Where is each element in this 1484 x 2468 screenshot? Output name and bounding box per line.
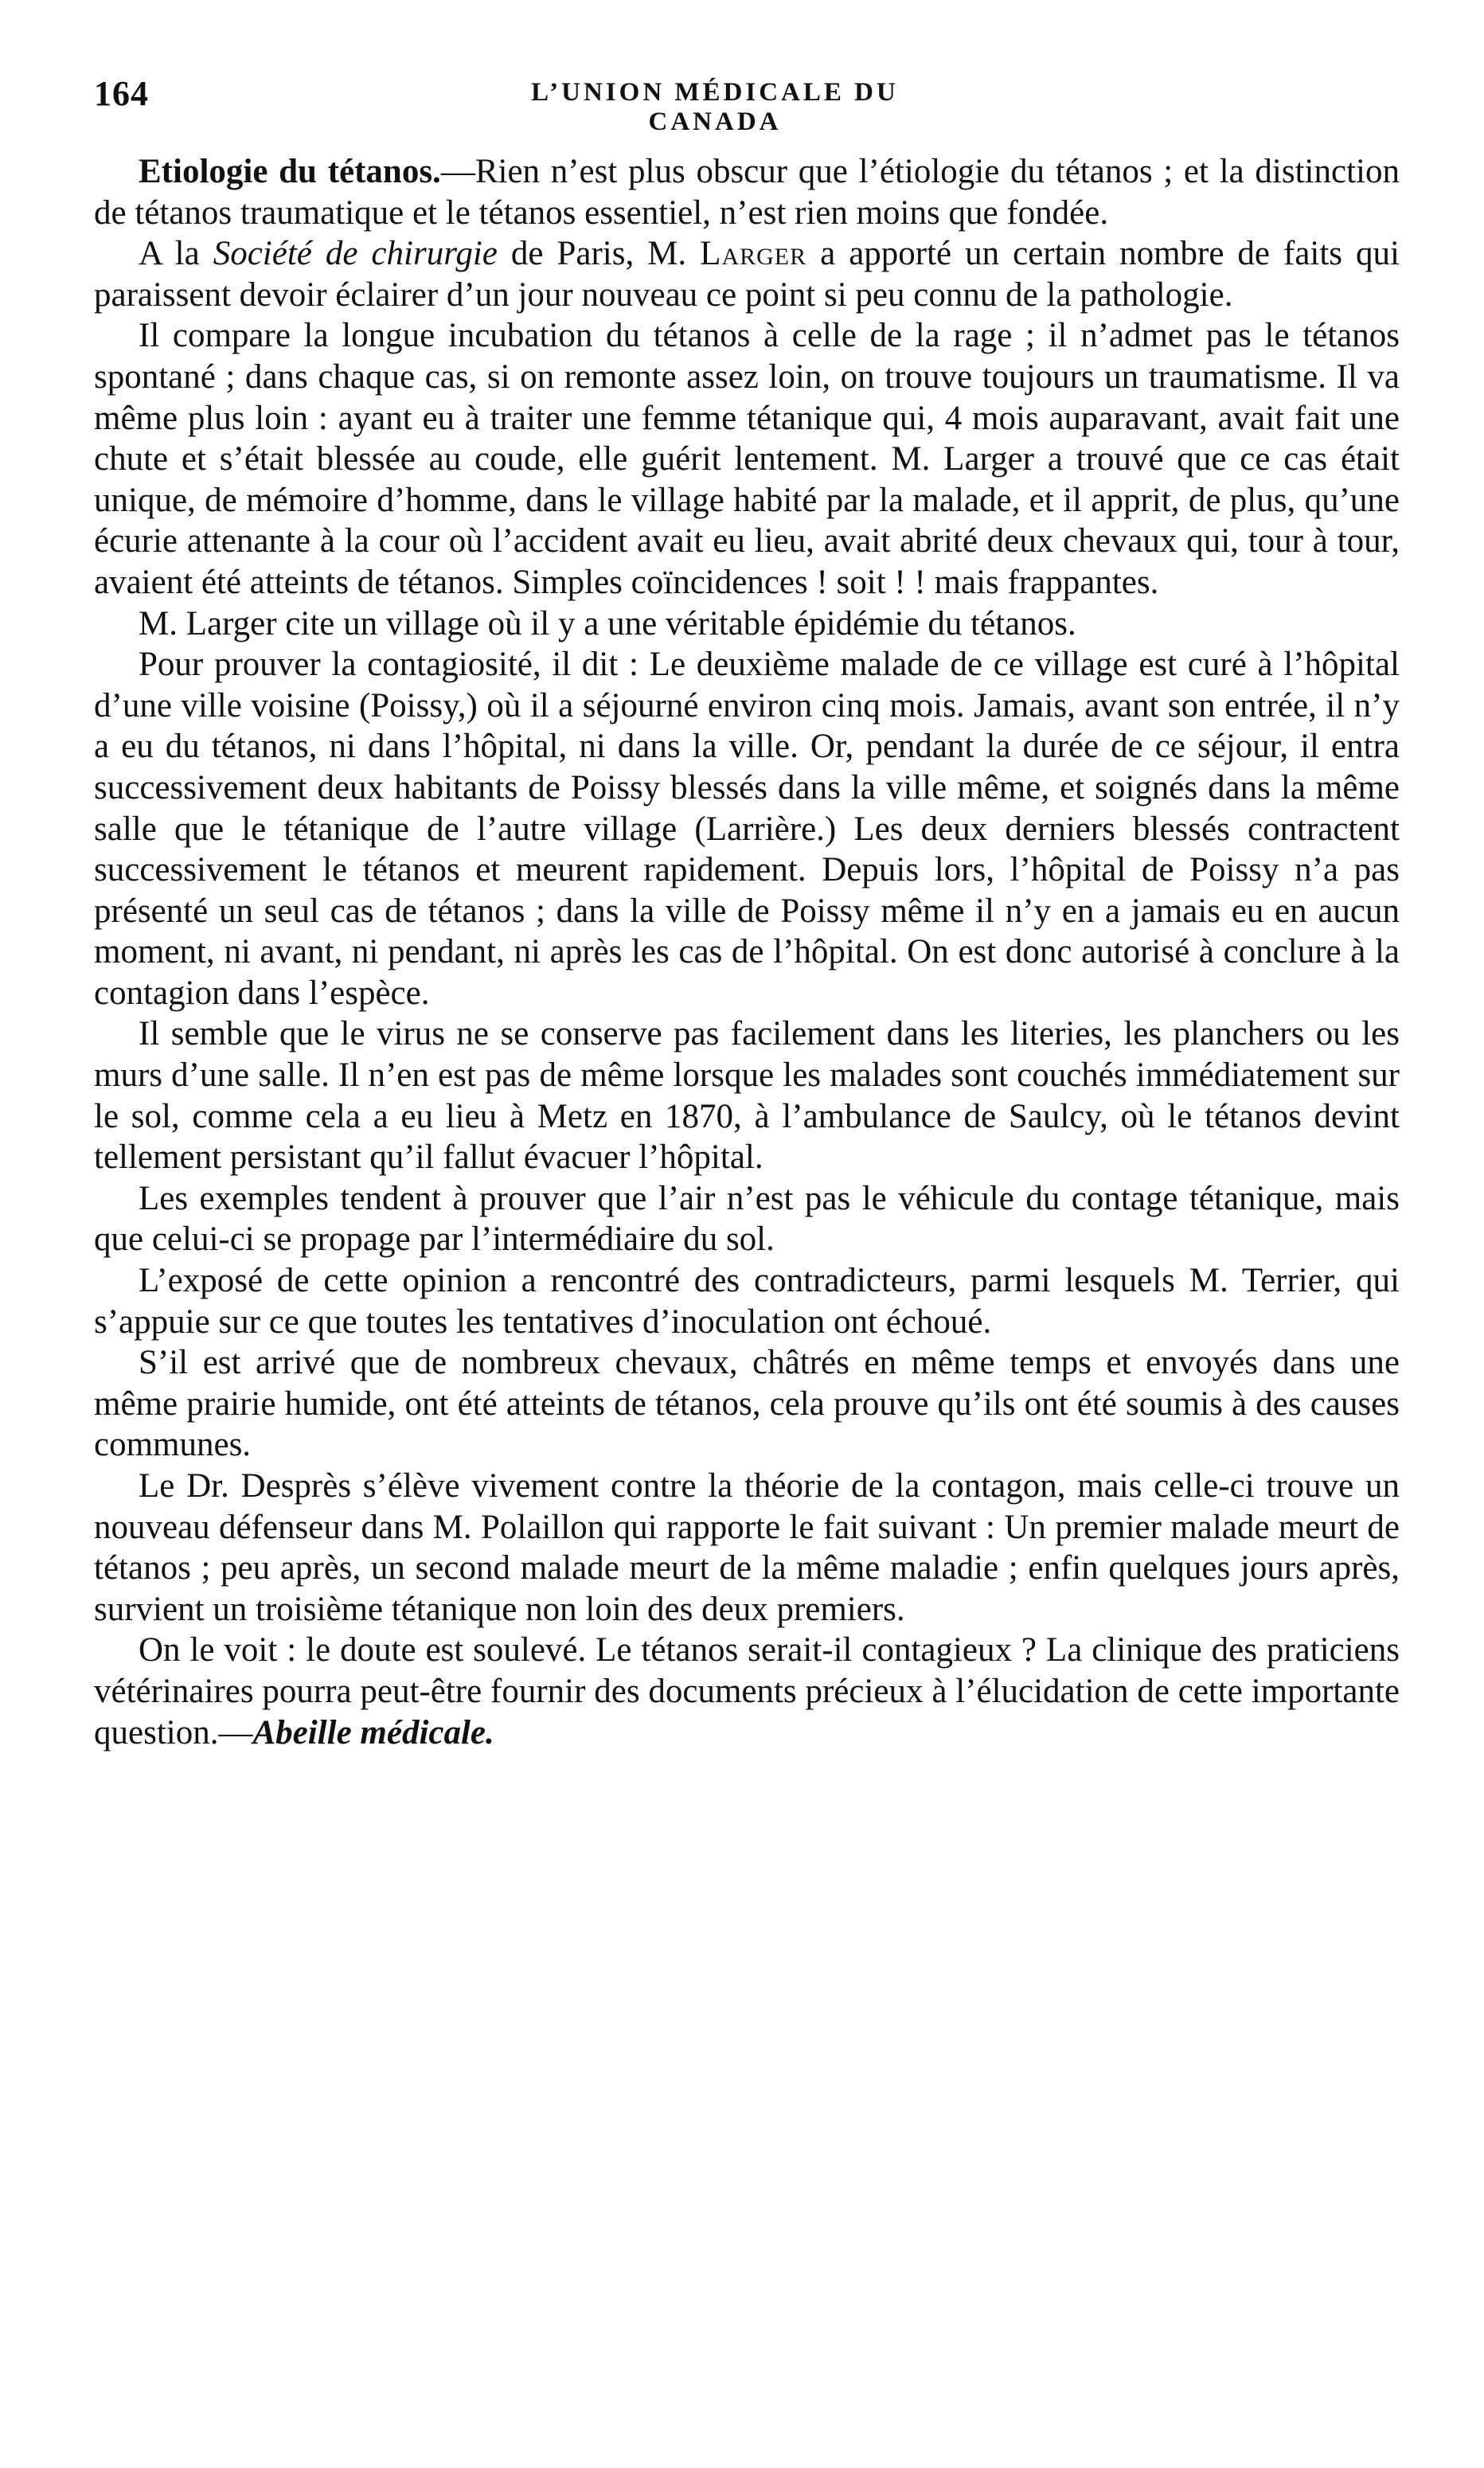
running-title: L’UNION MÉDICALE DU CANADA [531, 78, 899, 136]
paragraph-8: L’exposé de cette opinion a rencontré des contradicteurs, parmi lesquels M. Terrier, qui s’appuie sur ce que toutes les tentatives d’inoculation ont échoué. [94, 1262, 1400, 1341]
paragraph-2-part-a: A la [139, 235, 213, 273]
page-number: 164 [94, 74, 149, 113]
paragraph-3: Il compare la longue incubation du tétanos à celle de la rage ; il n’admet pas le tétanos spontané ; dans chaque cas, si on remonte assez loin, on trouve toujours un traumatisme. Il va même plus loin : ayant eu à traiter une femme tétanique qui, 4 mois auparavant, avait fait une chute et s’était blessée au coude, elle guérit lentement. M. Larger a trouvé que ce cas était unique, de mémoire d’homme, dans le village habité par la malade, et il apprit, de plus, qu’une écurie attenante à la cour où l’accident avait eu lieu, avait abrité deux chevaux qui, tour à tour, avaient été atteints de tétanos. Simples coïncidences ! soit ! ! mais frappantes. [94, 317, 1400, 601]
paragraph-9: S’il est arrivé que de nombreux chevaux, châtrés en même temps et envoyés dans une même prairie humide, ont été atteints de tétanos, cela prouve qu’ils ont été soumis à des causes communes. [94, 1344, 1400, 1464]
paragraph-11-text: On le voit : le doute est soulevé. Le tétanos serait-il contagieux ? La clinique des praticiens vétérinaires pourra peut-être fournir des documents précieux à l’élucidation de cette importante question.— [94, 1631, 1400, 1751]
paragraph-11 [94, 1630, 1400, 1753]
source-citation: Abeille médicale. [252, 1713, 494, 1751]
paragraph-2-part-b: de Paris, M. [497, 235, 701, 273]
author-name: Larger [700, 235, 807, 273]
paragraph-5: Pour prouver la contagiosité, il dit : Le deuxième malade de ce village est curé à l’hôpital d’une ville voisine (Poissy,) où il a séjourné environ cinq mois. Jamais, avant son entrée, il n’y a eu du tétanos, ni dans l’hôpital, ni dans la ville. Or, pendant la durée de ce séjour, il entra successivement deux habitants de Poissy blessés dans la ville même, et soignés dans la même salle que le tétanique de l’autre village (Larrière.) Les deux derniers blessés contractent successivement le tétanos et meurent rapidement. Depuis lors, l’hôpital de Poissy n’a pas présenté un seul cas de tétanos ; dans la ville de Poissy même il n’y en a jamais eu en aucun moment, ni avant, ni pendant, ni après les cas de l’hôpital. On est donc autorisé à conclure à la contagion dans l’espèce. [94, 646, 1400, 1012]
page-header [94, 73, 1400, 136]
section-heading: Etiologie du tétanos. [139, 153, 441, 190]
paragraph-2-part-c: a apporté un certain nombre de faits qui paraissent devoir éclairer d’un jour nouveau ce point si peu connu de la pathologie. [94, 235, 1400, 314]
society-name: Société de chirurgie [213, 235, 498, 273]
paragraph-1-text: —Rien n’est plus obscur que l’étiologie du tétanos ; et la distinction de tétanos traumatique et le tétanos essentiel, n’est rien moins que fondée. [94, 153, 1400, 232]
paragraph-7: Les exemples tendent à prouver que l’air n’est pas le véhicule du contage tétanique, mais que celui-ci se propage par l’intermédiaire du sol. [94, 1179, 1400, 1259]
paragraph-10: Le Dr. Desprès s’élève vivement contre la théorie de la contagon, mais celle-ci trouve un nouveau défenseur dans M. Polaillon qui rapporte le fait suivant : Un premier malade meurt de tétanos ; peu après, un second malade meurt de la même maladie ; enfin quelques jours après, survient un troisième tétanique non loin des deux premiers. [94, 1467, 1400, 1628]
paragraph-1 [94, 151, 1400, 233]
article-body [94, 151, 1400, 1753]
paragraph-4: M. Larger cite un village où il y a une véritable épidémie du tétanos. [139, 604, 1076, 642]
paragraph-2 [94, 233, 1400, 315]
paragraph-6: Il semble que le virus ne se conserve pas facilement dans les literies, les planchers ou les murs d’une salle. Il n’en est pas de même lorsque les malades sont couchés immédiatement sur le sol, comme cela a eu lieu à Metz en 1870, à l’ambulance de Saulcy, où le tétanos devint tellement persistant qu’il fallut évacuer l’hôpital. [94, 1015, 1400, 1177]
